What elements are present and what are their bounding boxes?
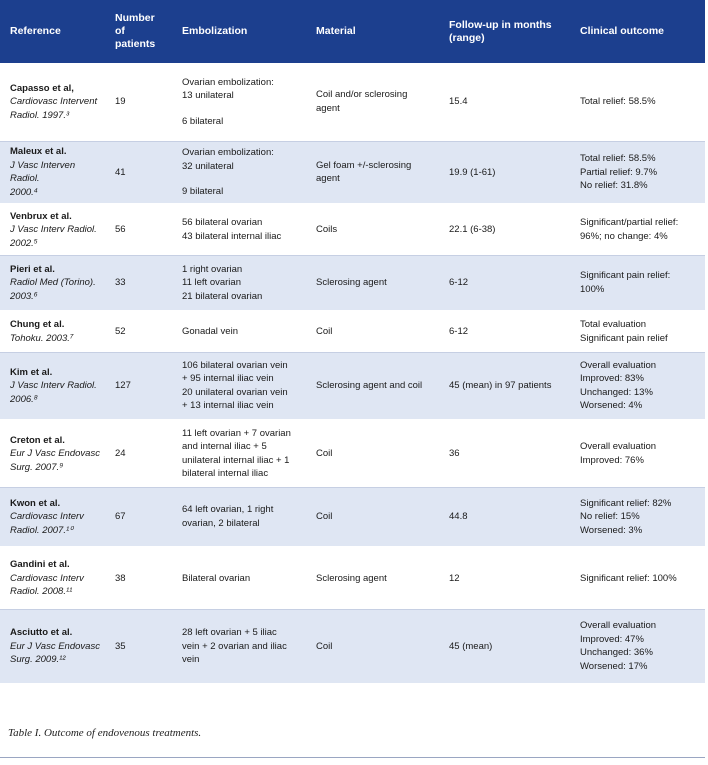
outcome-line: Significant relief: 82% [580,497,672,509]
table-row [0,141,705,204]
cell-clinical-outcome [572,204,705,255]
embolization-line: 11 left ovarian + 7 ovarian [182,427,291,439]
header-number-of-patients [107,0,174,63]
reference-citation: Radiol. 1997.³ [10,109,70,121]
cell-patients: 56 [115,224,126,235]
material-line: Coils [316,224,338,235]
reference-citation: 2002.⁵ [10,237,38,249]
outcome-line: Improved: 76% [580,454,644,466]
outcome-line: Significant/partial relief: [580,217,679,229]
cell-clinical-outcome [572,352,705,420]
material-line: Sclerosing agent and coil [316,380,423,391]
material-line: agent [316,102,340,114]
cell-reference [0,63,107,141]
embolization-line: ovarian, 2 bilateral [182,517,260,529]
table-row [0,352,705,420]
cell-clinical-outcome [572,547,705,609]
cell-clinical-outcome [572,255,705,311]
embolization-line: 64 left ovarian, 1 right [182,504,274,516]
cell-embolization [174,547,308,609]
table-row [0,63,705,141]
reference-authors: Kim et al. [10,366,53,378]
cell-patients: 67 [115,511,126,522]
cell-embolization [174,63,308,141]
outcome-line: Unchanged: 36% [580,647,653,659]
cell-patients: 24 [115,448,126,459]
reference-authors: Venbrux et al. [10,210,72,222]
cell-clinical-outcome [572,311,705,352]
embolization-line: 1 right ovarian [182,263,243,275]
reference-citation: Cardiovasc Intervent [10,96,98,107]
header-number-line: Number [115,12,155,24]
embolization-line: bilateral internal iliac [182,468,269,480]
reference-citation: Radiol. 2008.¹¹ [10,586,73,597]
header-embolization: Embolization [182,25,248,37]
header-material: Material [316,25,356,37]
reference-citation: J Vasc Interv Radiol. [10,224,97,235]
cell-material [308,609,441,684]
embolization-line: Gonadal vein [182,326,238,337]
cell-material [308,204,441,255]
reference-citation: 2003.⁶ [10,290,38,302]
line-gap [182,103,308,115]
cell-reference [0,487,107,547]
reference-citation: Surg. 2009.¹² [10,654,66,665]
cell-embolization [174,420,308,487]
outcome-line: No relief: 31.8% [580,180,648,191]
outcome-line: Overall evaluation [580,441,657,453]
cell-patients: 35 [115,640,126,652]
cell-follow-up: 12 [449,572,460,584]
material-line: Sclerosing agent [316,572,387,584]
outcome-line: Partial relief: 9.7% [580,166,658,178]
header-follow-up-line: (range) [449,31,485,44]
cell-follow-up: 36 [449,448,460,459]
reference-citation: J Vasc Interv Radiol. [10,380,97,391]
reference-citation: 2006.⁸ [10,393,38,405]
table-row [0,255,705,311]
embolization-line: 11 left ovarian [182,277,241,288]
material-line: Sclerosing agent [316,277,387,288]
cell-patients: 33 [115,277,126,288]
cell-follow-up: 19.9 (1-61) [449,166,496,178]
cell-material [308,547,441,609]
embolization-line: 56 bilateral ovarian [182,217,263,229]
outcome-line: 96%; no change: 4% [580,230,668,242]
cell-reference [0,352,107,420]
embolization-line: 6 bilateral [182,115,224,127]
cell-clinical-outcome [572,609,705,684]
reference-citation: J Vasc Interven Radiol. [10,159,76,185]
reference-citation: Eur J Vasc Endovasc [10,640,100,652]
cell-embolization [174,487,308,547]
cell-clinical-outcome [572,420,705,487]
cell-clinical-outcome [572,141,705,204]
cell-follow-up: 6-12 [449,326,469,337]
outcome-line: Total relief: 58.5% [580,96,656,107]
reference-authors: Creton et al. [10,434,65,446]
cell-embolization [174,609,308,684]
table-row [0,487,705,547]
embolization-line: and internal iliac + 5 [182,441,267,453]
outcome-line: Total relief: 58.5% [580,153,656,164]
cell-reference [0,420,107,487]
outcome-line: Significant pain relief [580,332,668,344]
cell-reference [0,311,107,352]
embolization-line: 13 unilateral [182,90,234,101]
embolization-line: Bilateral ovarian [182,572,251,584]
outcome-line: Worsened: 17% [580,660,648,672]
outcome-line: Worsened: 4% [580,400,643,412]
outcome-line: Overall evaluation [580,620,657,632]
header-follow-up-line: Follow-up in months [449,18,552,31]
embolization-line: + 13 internal iliac vein [182,400,274,412]
table-row [0,547,705,609]
header-number-line: of [115,25,125,37]
table-row [0,311,705,352]
material-line: Coil [316,640,333,652]
table-caption: Table I. Outcome of endovenous treatments. [8,727,202,739]
embolization-line: vein [182,654,200,665]
material-line: agent [316,173,340,185]
cell-reference [0,141,107,204]
material-line: Coil [316,326,333,337]
header-number-line: patients [115,38,156,50]
embolization-line: 106 bilateral ovarian vein [182,359,288,371]
header-follow-up [441,0,572,63]
cell-material [308,63,441,141]
cell-follow-up: 45 (mean) [449,640,493,652]
embolization-line: + 95 internal iliac vein [182,373,274,385]
material-line: Coil and/or sclerosing [316,89,408,101]
outcome-line: Improved: 83% [580,373,644,385]
embolization-line: 28 left ovarian + 5 iliac [182,627,277,638]
cell-reference [0,204,107,255]
cell-material [308,352,441,420]
cell-follow-up: 6-12 [449,277,469,288]
cell-embolization [174,204,308,255]
outcome-line: Unchanged: 13% [580,386,653,398]
table-header-row [0,0,705,63]
outcome-line: Total evaluation [580,319,647,331]
reference-authors: Kwon et al. [10,497,61,509]
cell-clinical-outcome [572,487,705,547]
reference-citation: Eur J Vasc Endovasc [10,448,100,459]
cell-reference [0,609,107,684]
cell-patients: 52 [115,326,126,337]
cell-patients: 19 [115,96,126,107]
reference-authors: Asciutto et al. [10,627,73,638]
embolization-line: 43 bilateral internal iliac [182,230,282,242]
table-row [0,420,705,487]
cell-material [308,255,441,311]
outcome-line: Worsened: 3% [580,524,643,536]
reference-citation: Radiol. 2007.¹⁰ [10,524,73,536]
reference-authors: Maleux et al. [10,146,67,158]
reference-authors: Gandini et al. [10,559,70,570]
outcome-line: Improved: 47% [580,633,644,645]
cell-follow-up: 22.1 (6-38) [449,224,496,235]
reference-citation: Cardiovasc Interv [10,572,84,584]
header-reference: Reference [10,25,61,37]
embolization-line: 21 bilateral ovarian [182,290,263,302]
cell-material [308,141,441,204]
reference-authors: Chung et al. [10,319,65,331]
outcome-line: No relief: 15% [580,511,640,522]
reference-citation: Cardiovasc Interv [10,511,84,522]
cell-patients: 41 [115,166,126,178]
reference-citation: Radiol Med (Torino). [10,277,96,288]
cell-follow-up: 15.4 [449,96,468,107]
reference-citation: Surg. 2007.⁹ [10,461,64,473]
outcome-line: 100% [580,283,605,295]
header-clinical-outcome: Clinical outcome [580,25,665,37]
embolization-line: 32 unilateral [182,160,234,172]
material-line: Coil [316,448,333,459]
cell-clinical-outcome [572,63,705,141]
cell-material [308,311,441,352]
cell-material [308,487,441,547]
embolization-line: Ovarian embolization: [182,76,274,88]
material-line: Coil [316,511,333,522]
cell-embolization [174,141,308,204]
cell-reference [0,547,107,609]
reference-citation: Tohoku. 2003.⁷ [10,332,74,344]
reference-authors: Pieri et al. [10,263,55,275]
outcome-line: Overall evaluation [580,359,657,371]
outcome-line: Significant pain relief: [580,270,671,282]
cell-embolization [174,311,308,352]
cell-patients: 38 [115,572,126,584]
table-row [0,204,705,255]
bottom-rule [0,757,705,758]
cell-follow-up: 44.8 [449,511,468,522]
embolization-line: 20 unilateral ovarian vein [182,386,288,398]
cell-material [308,420,441,487]
embolization-line: vein + 2 ovarian and iliac [182,640,287,652]
cell-reference [0,255,107,311]
embolization-line: 9 bilateral [182,186,224,197]
embolization-line: Ovarian embolization: [182,147,274,158]
material-line: Gel foam +/-sclerosing [316,159,412,171]
line-gap [182,173,308,185]
reference-authors: Capasso et al, [10,82,74,94]
cell-embolization [174,352,308,420]
cell-follow-up: 45 (mean) in 97 patients [449,380,552,391]
table-row [0,609,705,684]
cell-patients: 127 [115,380,131,391]
embolization-line: unilateral internal iliac + 1 [182,454,290,466]
outcome-line: Significant relief: 100% [580,572,677,584]
reference-citation: 2000.⁴ [10,186,38,198]
cell-embolization [174,255,308,311]
